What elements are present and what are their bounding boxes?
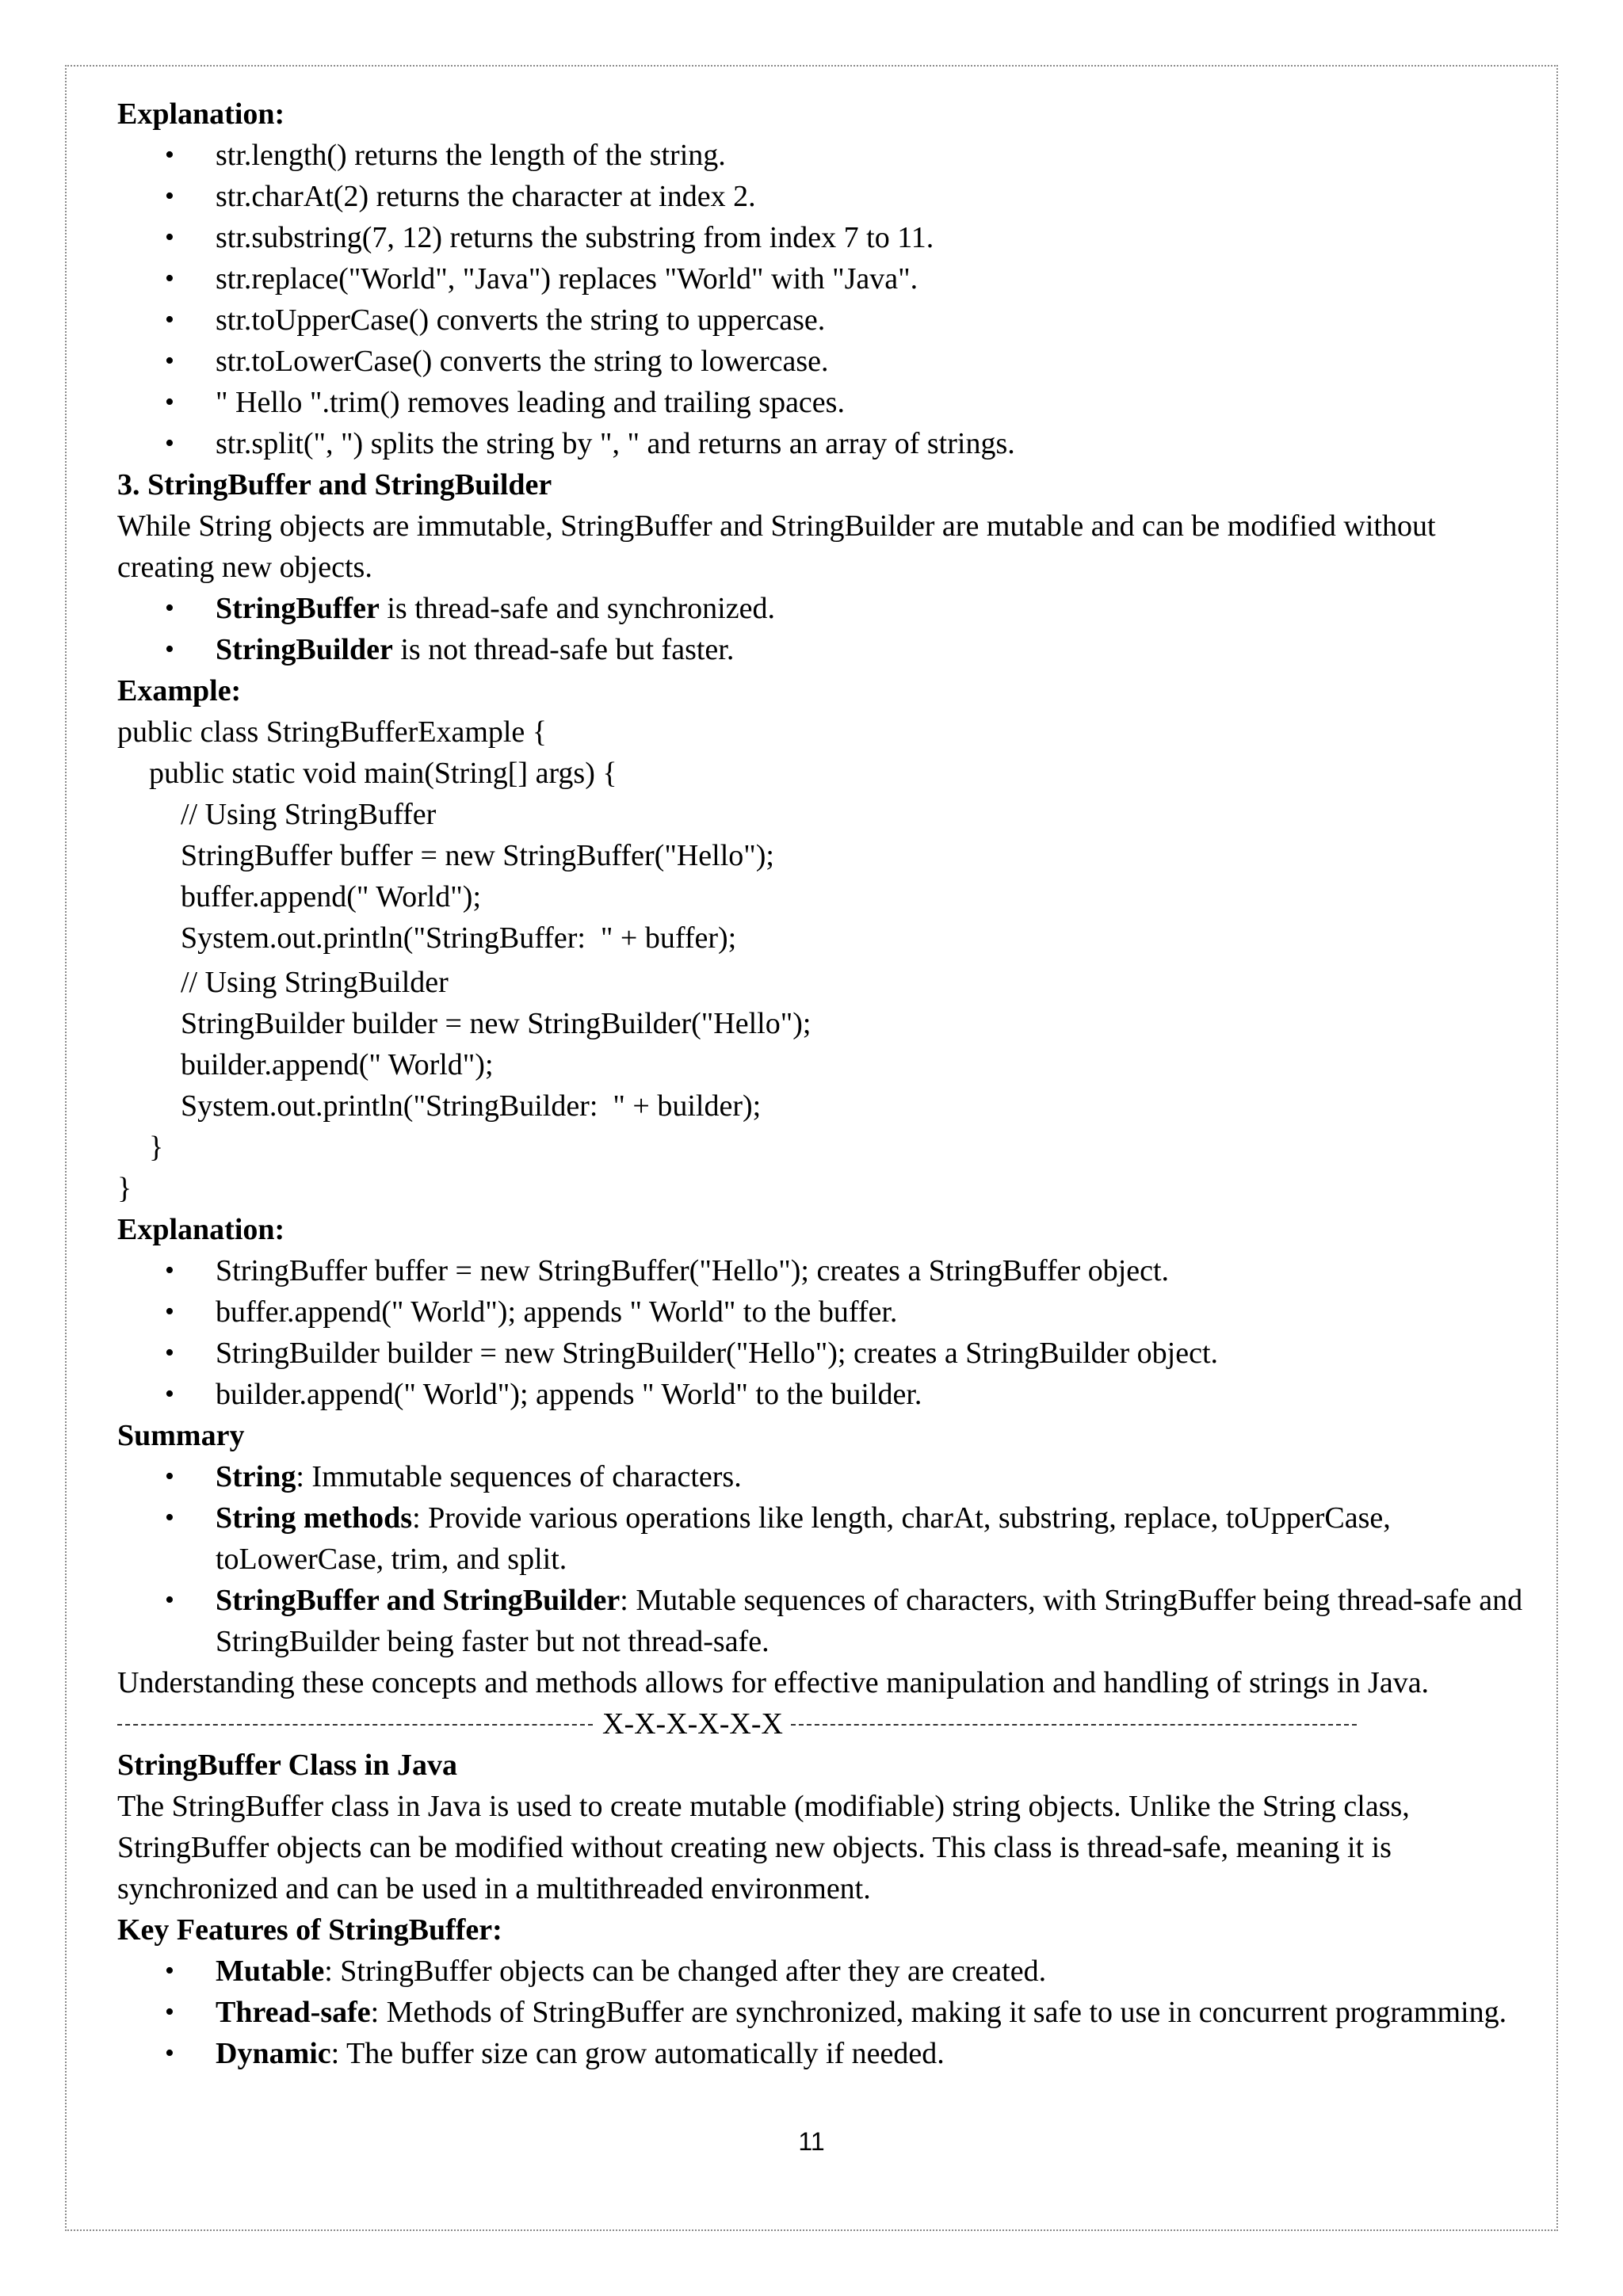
summary-conclusion: Understanding these concepts and methods allows for effective manipulation and handling of strings in Java. [117, 1666, 1430, 1699]
code-line: // Using StringBuilder [181, 966, 449, 999]
section-intro: The StringBuffer class in Java is used to create mutable (modifiable) string objects. Unlike the String class, StringBuffer objects can be modified without creating new objects. This class is thread-safe, meaning it is synchronized and can be used in a multithreaded environment. [117, 1790, 1410, 1905]
list-item: • StringBuilder builder = new StringBuilder("Hello"); creates a StringBuilder object. [117, 1333, 1536, 1374]
list-item: • StringBuilder is not thread-safe but faster. [117, 629, 1536, 670]
key-features-heading: Key Features of StringBuffer: [117, 1913, 502, 1947]
code-line: // Using StringBuffer [181, 798, 437, 831]
list-item: • StringBuffer and StringBuilder: Mutable sequences of characters, with StringBuffer being thread-safe and StringBuilder being faster but not thread-safe. [117, 1580, 1536, 1662]
bullet-icon: • [165, 635, 174, 664]
bullet-icon: • [165, 2039, 174, 2068]
example-heading: Example: [117, 674, 242, 707]
page-content [117, 93, 1536, 2074]
list-item: • str.toUpperCase() converts the string to uppercase. [117, 299, 1536, 341]
list-item: • builder.append(" World"); appends " World" to the builder. [117, 1374, 1536, 1415]
bullet-icon: • [165, 264, 174, 293]
list-item: • " Hello ".trim() removes leading and trailing spaces. [117, 382, 1536, 423]
code-line: } [149, 1131, 164, 1164]
code-block [117, 711, 1536, 1209]
bullet-icon: • [165, 305, 174, 334]
bullet-icon: • [165, 1997, 174, 2027]
list-item: • StringBuffer is thread-safe and synchronized. [117, 588, 1536, 629]
code-line: } [117, 1172, 132, 1205]
bullet-icon: • [165, 429, 174, 458]
section-list [117, 588, 1536, 670]
list-item: • StringBuffer buffer = new StringBuffer("Hello"); creates a StringBuffer object. [117, 1250, 1536, 1291]
summary-list [117, 1456, 1536, 1662]
bullet-icon: • [165, 1503, 174, 1532]
code-line: public class StringBufferExample { [117, 715, 548, 749]
list-item: • str.charAt(2) returns the character at index 2. [117, 176, 1536, 217]
explanation-heading: Explanation: [117, 1213, 285, 1246]
list-item: • String: Immutable sequences of characters. [117, 1456, 1536, 1497]
code-line: System.out.println("StringBuffer: " + buffer); [181, 921, 737, 955]
code-line: StringBuffer buffer = new StringBuffer("Hello"); [181, 839, 774, 872]
key-features-list [117, 1951, 1536, 2074]
bullet-icon: • [165, 1338, 174, 1367]
bullet-icon: • [165, 1956, 174, 1985]
bullet-icon: • [165, 1297, 174, 1326]
code-line: StringBuilder builder = new StringBuilder("Hello"); [181, 1007, 812, 1040]
section-intro: While String objects are immutable, StringBuffer and StringBuilder are mutable and can be modified without creating new objects. [117, 509, 1436, 584]
list-item: • str.toLowerCase() converts the string to lowercase. [117, 341, 1536, 382]
explanation-list [117, 135, 1536, 464]
bullet-icon: • [165, 346, 174, 376]
bullet-icon: • [165, 1585, 174, 1615]
list-item: • str.length() returns the length of the string. [117, 135, 1536, 176]
bullet-icon: • [165, 1462, 174, 1491]
bullet-icon: • [165, 387, 174, 417]
page-number: 11 [798, 2127, 825, 2156]
explanation-heading: Explanation: [117, 97, 285, 131]
list-item: • Mutable: StringBuffer objects can be changed after they are created. [117, 1951, 1536, 1992]
section-heading: 3. StringBuffer and StringBuilder [117, 468, 552, 502]
code-line: buffer.append(" World"); [181, 880, 482, 913]
section-separator [117, 1703, 1536, 1745]
section-heading: StringBuffer Class in Java [117, 1749, 457, 1782]
dashed-line [791, 1724, 1357, 1726]
bullet-icon: • [165, 140, 174, 170]
summary-heading: Summary [117, 1419, 245, 1452]
code-line: System.out.println("StringBuilder: " + builder); [181, 1089, 762, 1123]
bullet-icon: • [165, 593, 174, 623]
code-line: public static void main(String[] args) { [149, 757, 617, 790]
list-item: • str.replace("World", "Java") replaces "World" with "Java". [117, 258, 1536, 299]
list-item: • str.split(", ") splits the string by ", " and returns an array of strings. [117, 423, 1536, 464]
bullet-icon: • [165, 1379, 174, 1409]
list-item: • Dynamic: The buffer size can grow automatically if needed. [117, 2033, 1536, 2074]
explanation-list [117, 1250, 1536, 1415]
dashed-line [117, 1724, 593, 1726]
list-item: • String methods: Provide various operations like length, charAt, substring, replace, toUpperCase, toLowerCase, trim, and split. [117, 1497, 1536, 1580]
bullet-icon: • [165, 181, 174, 211]
list-item: • Thread-safe: Methods of StringBuffer are synchronized, making it safe to use in concurrent programming. [117, 1992, 1536, 2033]
bullet-icon: • [165, 223, 174, 252]
list-item: • str.substring(7, 12) returns the substring from index 7 to 11. [117, 217, 1536, 258]
code-line: builder.append(" World"); [181, 1048, 494, 1081]
list-item: • buffer.append(" World"); appends " World" to the buffer. [117, 1291, 1536, 1333]
separator-text: X-X-X-X-X-X [602, 1707, 783, 1741]
bullet-icon: • [165, 1256, 174, 1285]
